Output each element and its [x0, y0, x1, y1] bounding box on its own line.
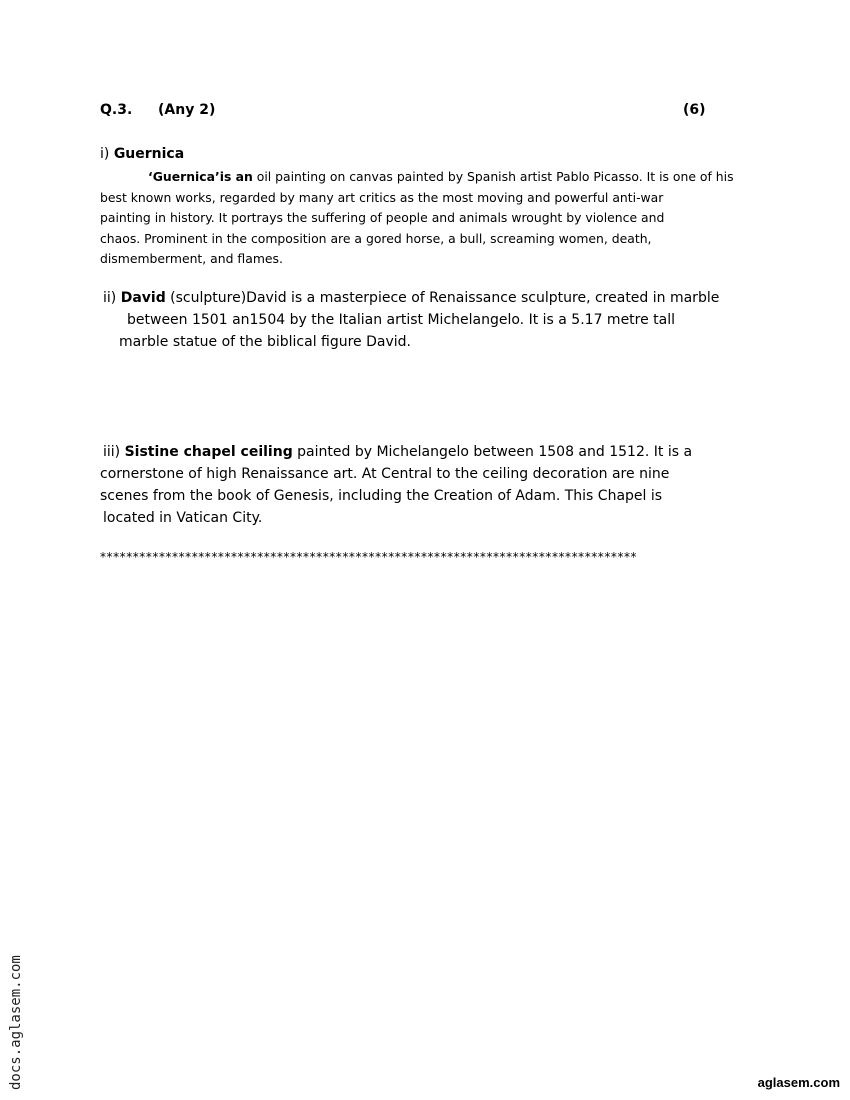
guernica-line-1-text: oil painting on canvas painted by Spanish artist Pablo Picasso. It is one of his — [252, 169, 734, 184]
watermark-vertical: docs.aglasem.com — [8, 955, 24, 1090]
question-marks: (6) — [683, 102, 706, 118]
guernica-heading-prefix: i) — [100, 146, 114, 162]
sistine-line-3: scenes from the book of Genesis, including the Creation of Adam. This Chapel is — [100, 488, 663, 504]
guernica-line-5: dismemberment, and flames. — [100, 251, 283, 266]
guernica-line-2: best known works, regarded by many art critics as the most moving and powerful anti-war — [100, 189, 664, 205]
david-line-3: marble statue of the biblical figure David. — [119, 334, 411, 350]
david-line-2: between 1501 an1504 by the Italian artist Michelangelo. It is a 5.17 metre tall — [127, 312, 676, 328]
guernica-line-3: painting in history. It portrays the suffering of people and animals wrought by violence and — [100, 210, 665, 225]
guernica-line-1 — [100, 167, 734, 188]
sistine-line-1 — [103, 441, 692, 463]
guernica-heading — [100, 146, 184, 162]
guernica-paragraph — [100, 167, 734, 270]
guernica-heading-title: Guernica — [113, 146, 185, 162]
david-heading: David — [120, 290, 166, 306]
david-prefix: ii) — [103, 290, 121, 306]
separator-line: ********************************************************************************** — [100, 550, 638, 564]
sistine-heading: Sistine chapel ceiling — [124, 444, 293, 460]
sistine-prefix: iii) — [103, 444, 125, 460]
sistine-line-4: located in Vatican City. — [103, 510, 263, 526]
david-line-1 — [103, 287, 719, 309]
sistine-line-2: cornerstone of high Renaissance art. At Central to the ceiling decoration are nine — [100, 466, 670, 482]
question-instruction: (Any 2) — [158, 102, 216, 118]
guernica-bold-lead: ‘Guernica’is an — [148, 169, 253, 184]
guernica-line-4: chaos. Prominent in the composition are a gored horse, a bull, screaming women, death, — [100, 230, 652, 246]
footer-brand: aglasem.com — [757, 1075, 840, 1090]
question-number: Q.3. — [100, 102, 133, 118]
david-line-1-text: (sculpture)David is a masterpiece of Renaissance sculpture, created in marble — [165, 290, 720, 306]
sistine-line-1-text: painted by Michelangelo between 1508 and 1512. It is a — [292, 444, 693, 460]
